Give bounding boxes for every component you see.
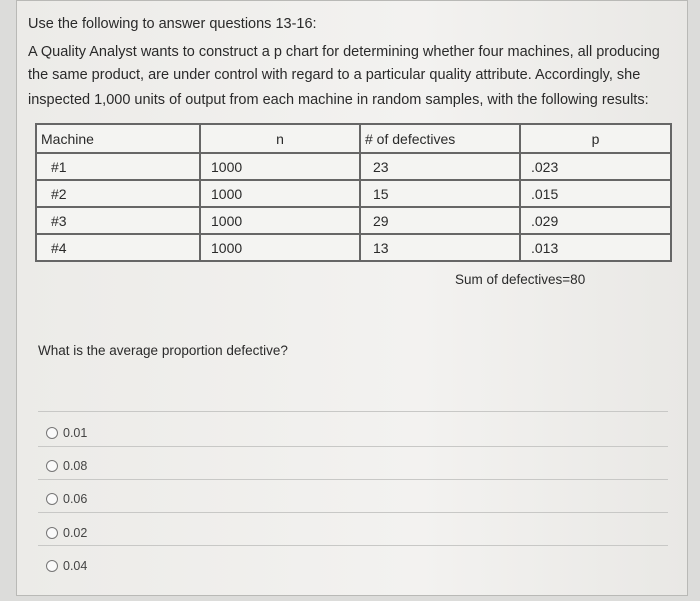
table-header-row [36, 124, 671, 153]
cell: 1000 [200, 234, 360, 261]
cell: 1000 [200, 207, 360, 234]
table-row [36, 180, 671, 207]
option-label: 0.08 [63, 459, 88, 473]
header-machine: Machine [36, 124, 200, 153]
option-3[interactable] [46, 526, 87, 540]
header-n: n [200, 124, 360, 153]
sum-note: Sum of defectives=80 [455, 272, 586, 287]
radio-icon[interactable] [46, 527, 58, 539]
cell: #4 [36, 234, 200, 261]
option-2[interactable] [46, 492, 87, 506]
option-label: 0.04 [63, 559, 88, 573]
cell: .029 [520, 207, 671, 234]
intro-text: Use the following to answer questions 13-16: [28, 16, 317, 32]
divider [38, 545, 668, 546]
option-label: 0.02 [63, 526, 88, 540]
cell: .013 [520, 234, 671, 261]
divider [38, 446, 668, 447]
cell: #3 [36, 207, 200, 234]
cell: 1000 [200, 180, 360, 207]
question-text: What is the average proportion defective? [38, 343, 288, 358]
option-0[interactable] [46, 426, 87, 440]
radio-icon[interactable] [46, 560, 58, 572]
cell: #2 [36, 180, 200, 207]
cell: .023 [520, 153, 671, 180]
radio-icon[interactable] [46, 493, 58, 505]
option-label: 0.06 [63, 492, 88, 506]
paragraph-line: inspected 1,000 units of output from each machine in random samples, with the following results: [28, 92, 649, 108]
divider [38, 411, 668, 412]
radio-icon[interactable] [46, 460, 58, 472]
cell: .015 [520, 180, 671, 207]
divider [38, 479, 668, 480]
option-1[interactable] [46, 459, 87, 473]
cell: 15 [360, 180, 520, 207]
header-p: p [520, 124, 671, 153]
header-defectives: # of defectives [360, 124, 520, 153]
results-table [35, 123, 672, 262]
cell: 29 [360, 207, 520, 234]
table-row [36, 153, 671, 180]
cell: 1000 [200, 153, 360, 180]
cell: 13 [360, 234, 520, 261]
cell: #1 [36, 153, 200, 180]
question-panel [16, 0, 688, 596]
option-4[interactable] [46, 559, 87, 573]
table-row [36, 207, 671, 234]
divider [38, 512, 668, 513]
cell: 23 [360, 153, 520, 180]
table-row [36, 234, 671, 261]
option-label: 0.01 [63, 426, 88, 440]
paragraph-line: A Quality Analyst wants to construct a p chart for determining whether four machines, all producing [28, 44, 660, 60]
radio-icon[interactable] [46, 427, 58, 439]
paragraph-line: the same product, are under control with regard to a particular quality attribute. Accordingly, she [28, 67, 641, 83]
